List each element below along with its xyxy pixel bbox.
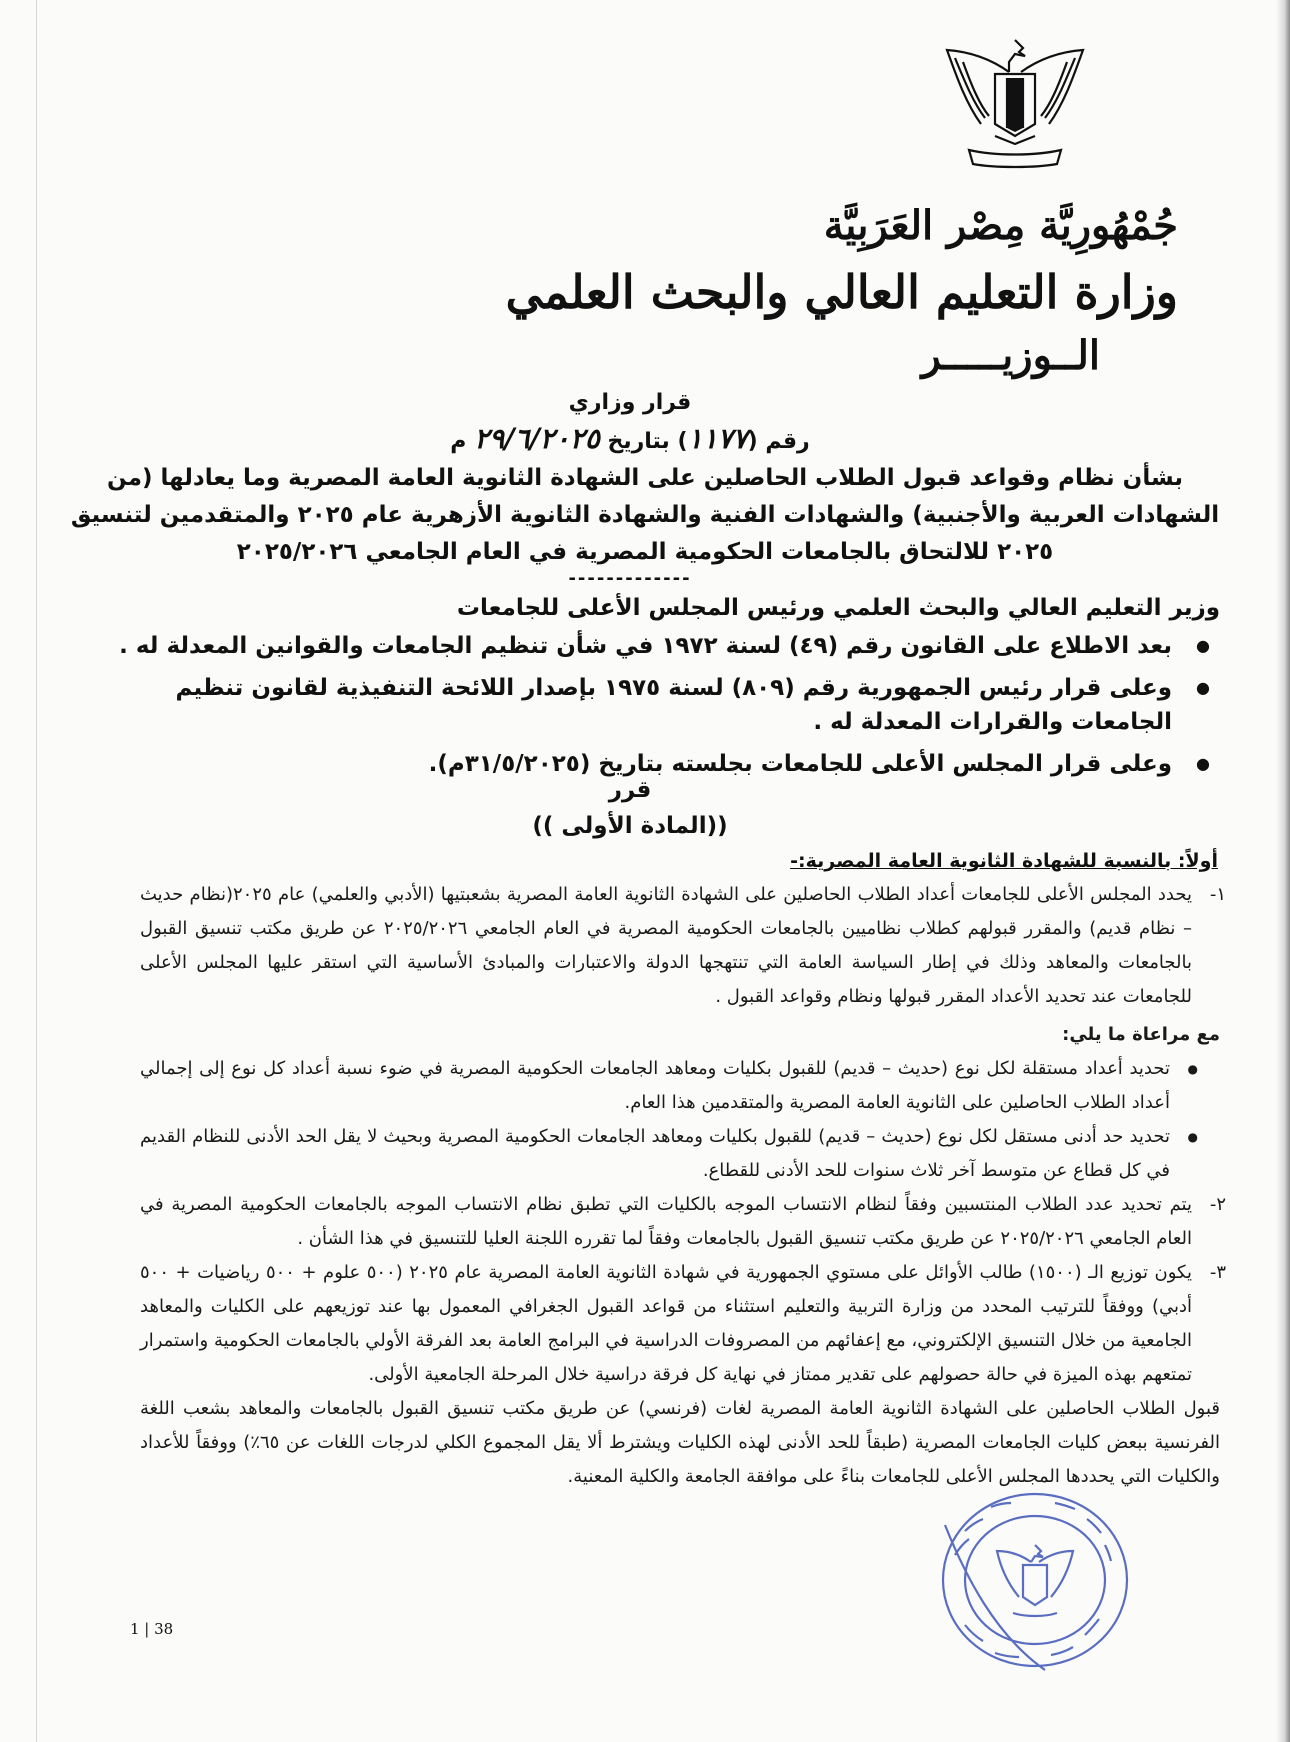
page-edge-shadow bbox=[1276, 0, 1290, 1742]
decree-number: ١١٧٧ bbox=[687, 422, 748, 455]
ministry-name: وزارة التعليم العالي والبحث العلمي bbox=[505, 265, 1178, 319]
preamble bbox=[70, 595, 1220, 789]
article-heading: ((المادة الأولى )) bbox=[532, 813, 728, 839]
clause-4: قبول الطلاب الحاصلين على الشهادة الثانوية العامة المصرية لغات (فرنسي) عن طريق مكتب تنسيق القبول بالجامعات والمعاهد بشعب اللغة الفرنسية ببعض كليات الجامعات المصرية (طبقاً للحد الأدنى لهذه الكليات ويشترط ألا يقل المجموع الكلي لدرجات اللغات عن ٦٥٪) ووفقاً للأعداد والكليات التي يحددها المجلس الأعلى للجامعات بناءً على موافقة الجامعة والكلية المعنية. bbox=[140, 1398, 1220, 1487]
decree-subject: بشأن نظام وقواعد قبول الطلاب الحاصلين على الشهادة الثانوية العامة المصرية وما يعادلها (من الشهادات العربية والأجنبية) والشهادات الفنية والشهادة الثانوية الأزهرية عام ٢٠٢٥ والمتقدمين لتنسيق ٢٠٢٥ للالتحاق بالجامعات الحكومية المصرية في العام الجامعي ٢٠٢٥/٢٠٢٦ bbox=[70, 465, 1220, 565]
clause-text: يتم تحديد عدد الطلاب المنتسبين وفقاً لنظام الانتساب الموجه بالكليات التي تطبق نظام الانتساب الموجه بالجامعات الحكومية المصرية في العام الجامعي ٢٠٢٥/٢٠٢٦ عن طريق مكتب تنسيق القبول بالجامعات وفقاً لما تقرره اللجنة العليا للتنسيق في هذا الشأن . bbox=[140, 1194, 1192, 1249]
clause-number: ٣- bbox=[1209, 1262, 1226, 1283]
subject-separator: ------------- bbox=[568, 568, 692, 589]
decree-title: قرار وزاري bbox=[568, 390, 692, 415]
eagle-emblem-icon bbox=[935, 32, 1095, 182]
decree-number-prefix: رقم ( bbox=[747, 429, 810, 454]
clause-1 bbox=[140, 878, 1226, 1014]
scan-edge-line bbox=[36, 0, 37, 1742]
clause-3 bbox=[140, 1256, 1226, 1392]
clause-text: يكون توزيع الـ (١٥٠٠) طالب الأوائل على مستوي الجمهورية في شهادة الثانوية العامة المصرية عام ٢٠٢٥ (٥٠٠ علوم + ٥٠٠ رياضيات + ٥٠٠ أدبي) ووفقاً للترتيب المحدد من وزارة التربية والتعليم استثناء من قواعد القبول الجغرافي المعمول بها عند توزيعهم على الكليات والمعاهد الجامعية من خلال التنسيق الإلكتروني، مع إعفائهم من المصروفات الدراسية في البرامج العامة بعد الفرقة الأولي بالجامعات الحكومية واستمرار تمتعهم بهذه الميزة في حالة حصولهم على تقدير ممتاز في نهاية كل فرقة دراسية خلال المرحلة الجامعية الأولى. bbox=[140, 1262, 1192, 1385]
section-body bbox=[140, 878, 1226, 1494]
clause-sub-item: ● تحديد حد أدنى مستقل لكل نوع (حديث – قديم) للقبول بكليات ومعاهد الجامعات الحكومية المصرية وبحيث لا يقل الحد الأدنى للنظام القديم في كل قطاع عن متوسط آخر ثلاث سنوات للحد الأدنى للقطاع. bbox=[140, 1120, 1170, 1188]
page-number: 1 | 38 bbox=[130, 1620, 174, 1638]
section-heading: أولاً: بالنسبة للشهادة الثانوية العامة المصرية:- bbox=[790, 850, 1218, 872]
clause-sub-item: ● تحديد أعداد مستقلة لكل نوع (حديث – قديم) للقبول بكليات ومعاهد الجامعات الحكومية المصرية في ضوء نسبة أعداد كل نوع إلى إجمالي أعداد الطلاب الحاصلين على الثانوية العامة المصرية والمتقدمين هذا العام. bbox=[140, 1052, 1170, 1120]
ministry-seal-stamp bbox=[935, 1485, 1135, 1675]
preamble-list bbox=[70, 629, 1220, 781]
preamble-item: ● وعلى قرار رئيس الجمهورية رقم (٨٠٩) لسنة ١٩٧٥ بإصدار اللائحة التنفيذية لقانون تنظيم الجامعات والقرارات المعدلة له . bbox=[70, 671, 1172, 739]
preamble-item: ● وعلى قرار المجلس الأعلى للجامعات بجلسته بتاريخ (٣١/٥/٢٠٢٥م). bbox=[70, 747, 1172, 781]
minister-title: الــوزيـــــر bbox=[921, 332, 1100, 379]
clause-sub-list bbox=[140, 1052, 1220, 1188]
clause-note: مع مراعاة ما يلي: bbox=[1062, 1024, 1220, 1045]
decree-number-line bbox=[40, 422, 1220, 455]
preamble-intro: وزير التعليم العالي والبحث العلمي ورئيس المجلس الأعلى للجامعات bbox=[456, 595, 1220, 621]
clause-2 bbox=[140, 1188, 1226, 1256]
decided-heading: قرر bbox=[608, 777, 652, 803]
country-name: جُمْهُورِيَّة مِصْر العَرَبِيَّة bbox=[823, 202, 1178, 249]
preamble-item: ● بعد الاطلاع على القانون رقم (٤٩) لسنة ١٩٧٢ في شأن تنظيم الجامعات والقوانين المعدلة له . bbox=[70, 629, 1172, 663]
decree-date: ٢٩/٦/٢٠٢٥ bbox=[474, 422, 600, 455]
clause-text: يحدد المجلس الأعلى للجامعات أعداد الطلاب الحاصلين على الشهادة الثانوية العامة المصرية بشعبتيها (الأدبي والعلمي) عام ٢٠٢٥(نظام حديث – نظام قديم) والمقرر قبولهم كطلاب نظاميين بالجامعات الحكومية المصرية في العام الجامعي ٢٠٢٥/٢٠٢٦ عن طريق مكتب تنسيق القبول بالجامعات والمعاهد وذلك في إطار السياسة العامة التي تنتهجها الدولة والاعتبارات والمبادئ الأساسية التي استقر عليها المجلس الأعلى للجامعات عند تحديد الأعداد المقرر قبولها ونظام وقواعد القبول . bbox=[140, 884, 1192, 1007]
clause-number: ١- bbox=[1209, 884, 1226, 905]
clause-number: ٢- bbox=[1209, 1194, 1226, 1215]
decree-date-suffix: م bbox=[450, 429, 467, 454]
decree-number-suffix: ) بتاريخ bbox=[607, 429, 688, 454]
